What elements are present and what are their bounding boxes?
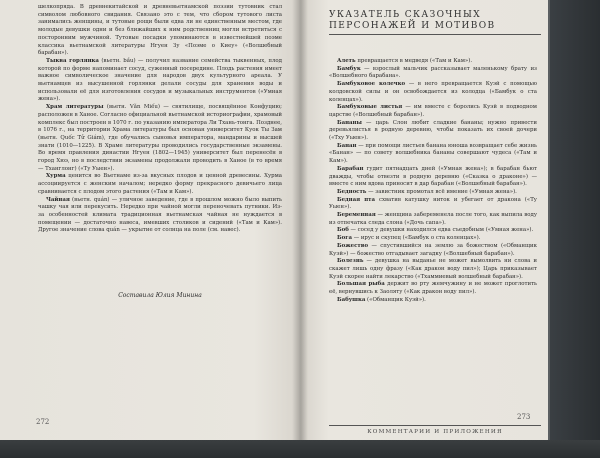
left-page [0, 0, 299, 458]
index-entry: Бамбук — взрослый мальчик рассказывает маленькому брату из «Волшебного барабана». [329, 65, 537, 80]
paragraph: Храм литературы (вьетн. Văn Miếu) — святилище, посвящённое Конфуцию; расположен в Ханое. Согласно официальной вьетнамской историографии, храмовый комплекс был построен в 1070 г. по указанию императора Ли Тхань-тонга. Позднее, в 1076 г., на территории Храма литературы был основан университет Куок Ты Зам (вьетн. Quốc Tử Giám), где обучались сыновья императора, мандарины и высшей знати (1010—1225). В Храме литературы проводились государственные экзамены. Во время правления династии Нгуен (1802—1945) университет был перенесён в город Хюэ, но в последствии экзамены продолжали проводить в Ханое (в то время — Тханглонг) («Ту Уыен»). [38, 104, 282, 172]
index-entry: Божество — спустившийся на землю за божеством («Обманщик Куэй») — божество отгадывает загадку («Волшебный барабан»). [329, 242, 537, 257]
index-entry: Бога — ирус и скупец («Бамбук о ста коленцах»). [337, 235, 481, 242]
paragraph: Чайная (вьетн. quán) — уличное заведение, где в прошлом можно было выпить чашку чая или перекусить. Нередко при чайной могли переночевать путники. Из-за особенностей климата традиционная вьетнамская чайная не нуждается в помещении — достаточно навеса, имевших столиков и сидений («Там и Кам»). Другое значение слова quán — укрытие от солнца на поле (см. навес). [38, 196, 282, 234]
paragraph: Тыква горлянка (вьетн. bầu) — получил название семейства тыквенных, плод которой по форме напоминает сосуд, суженный посередине. Плодь растения имеет важное символическое значение для народов двух культурного ареала. У вьетнамцев из высушенной горлянки делали сосуды для хранения воды и использовали её для изготовления сосудов и музыкальных инструментов («Умная жена»). [38, 57, 282, 103]
term: Храм литературы [46, 104, 104, 111]
index-entry: Банан — при помощи листьев банана юноша возвращает себе жизнь «Банан» — по совету волшебника бананы совершают чудеса («Там и Кам»). [329, 142, 537, 165]
header-rule [329, 34, 541, 35]
index-entry: Боб — сосед у девушки находился едва съедобным («Умная жена»). [337, 227, 534, 234]
index-entry: Бедность — завистник промотал всё имение («Умная жена»). [337, 188, 517, 195]
paragraph: Хурма ценится во Вьетнаме из-за вкусных плодов и ценной древесины. Хурма ассоциируется с женским началом; нередко форму прекрасного девичьего лица сравнивается с плодом этого растения («Там и Кам»). [38, 173, 282, 195]
left-page-body [38, 4, 282, 235]
footer-rule [329, 425, 541, 426]
signature: Составила Юлия Минина [118, 292, 202, 299]
book-gutter [292, 0, 308, 458]
index-entry: Бедная пта схватив катушку ниток и убегает от дракона («Ту Уыен»). [329, 196, 537, 211]
term: Тыква горлянка [46, 57, 99, 64]
index-entry: Алеть превращается в медведя («Там и Кам»). [337, 58, 473, 64]
index-entry: Бабушка («Обманщик Куэй»). [337, 296, 426, 303]
right-page [299, 0, 548, 458]
paragraph: шелкопряда. В древнекитайской и древневьетнамской поэзии тутовник стал символом любовного свидания. Связано это с тем, что сбором тутового листа занимались женщины, и тутовые рощи были едва ли не единственным местом, где молодые девушки одни и без ближайших к ним родственниц могли встретиться с посторонним мужчиной. Тутовые посадки упоминаются в известнейшей поэме классика вьетнамской литературы Нгуен Зу «Поэме о Киеу» («Волшебный барабан»). [38, 4, 282, 57]
page-number-left: 272 [36, 418, 50, 426]
term: Чайная [46, 196, 70, 203]
table-surface [0, 440, 600, 458]
term: Хурма [46, 173, 66, 180]
index-entry: Бананы — царь Слон любит сладкие бананы; нужно привести деревьялистья в родную деревню, чтобы показать их своей дочери («Тху Уыен»). [329, 119, 537, 142]
index-entry: Болезнь — девушка на выданье не может вымолвить ни слова и скажет лишь одну фразу («Как дракон воду пил»); Царь приказывает Куэй скорее найти лекарство («Тхаммиевый волшебный барабан»). [329, 258, 537, 280]
index-entry: Барабан гудит пятнадцать дней («Умная жена»); в барабан бьют дважды, чтобы отвезти в родную деревню («Сказка о драконе») — вместе с ним вдова приносит в дар барабан («Волшебный барабан»). [329, 165, 537, 188]
index-entry: Беременная — женщина забеременела после того, как выпила воду из отпечатка следа слона («Дочь сапа»). [329, 212, 537, 226]
running-footer: КОММЕНТАРИИ И ПРИЛОЖЕНИЯ [367, 429, 503, 435]
index-entry: Большая рыба держит во рту жемчужину и не может проглотить её, вернувшись к Заоляту («Как дракон воду пил»). [329, 281, 537, 296]
section-title: УКАЗАТЕЛЬ СКАЗОЧНЫХ ПЕРСОНАЖЕЙ И МОТИВОВ [329, 10, 496, 31]
index-entry: Бамбуковое колечко — в него превращается Куэй с помощью колдовской силы и он освобождается из колодца («Бамбук о ста коленцах»). [329, 81, 537, 103]
dark-background-edge [548, 0, 600, 458]
page-number-right: 273 [517, 413, 531, 421]
right-page-body [329, 58, 537, 305]
index-entry: Бамбуковые листья — им вместе с боролись Куэй в подводном царстве («Волшебный барабан»). [329, 104, 537, 118]
